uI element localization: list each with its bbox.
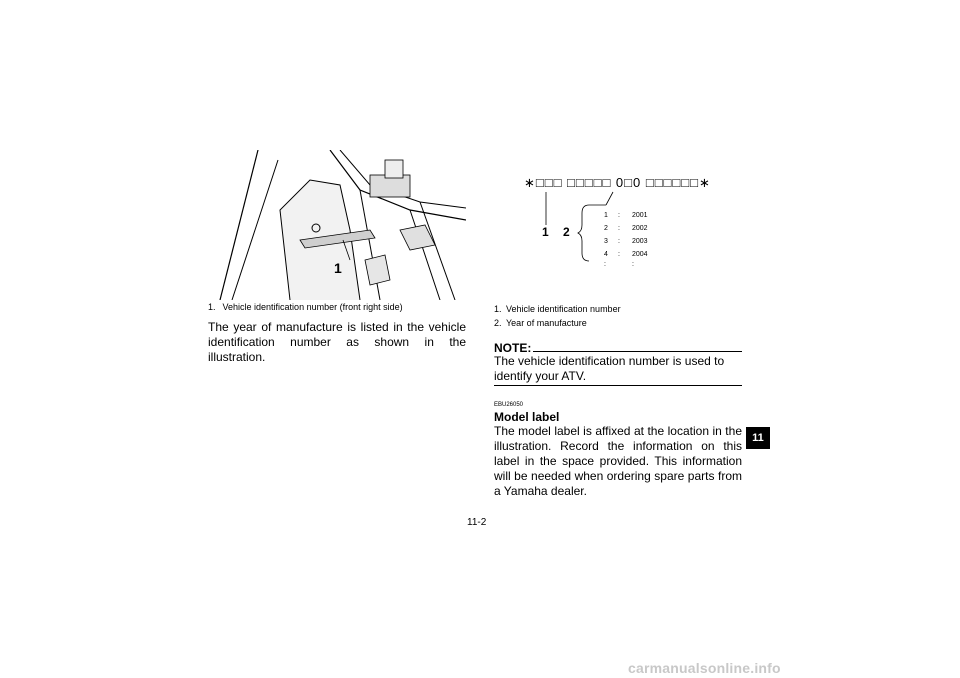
caption-item: 2. Year of manufacture xyxy=(494,318,587,328)
figure-caption-left xyxy=(208,302,403,312)
caption-text: Vehicle identification number (front right side) xyxy=(222,302,403,312)
year-row: 1 : 2001 xyxy=(604,212,648,219)
year-row-ellipsis: : : xyxy=(604,261,634,268)
vehicle-frame-illustration xyxy=(210,150,466,300)
vin-callout-1: 1 xyxy=(542,225,549,239)
section-code: EBU26050 xyxy=(494,402,524,408)
vin-callout-2: 2 xyxy=(563,225,570,239)
caption-item: 1. Vehicle identification number xyxy=(494,304,621,314)
watermark: carmanualsonline.info xyxy=(628,660,781,676)
year-row: 4 : 2004 xyxy=(604,251,648,258)
vin-figure xyxy=(494,165,744,300)
figure-callout-1: 1 xyxy=(334,260,342,276)
page-number: 11-2 xyxy=(467,517,487,528)
figure-caption-right xyxy=(494,302,621,330)
note-title: NOTE: xyxy=(494,341,532,355)
chapter-tab: 11 xyxy=(746,427,770,449)
year-code-table xyxy=(604,209,648,269)
note-rule-bottom xyxy=(494,385,742,386)
vin-pattern: ∗□□□ □□□□□ 0□0 □□□□□□∗ xyxy=(524,175,711,190)
year-row: 3 : 2003 xyxy=(604,238,648,245)
model-label-paragraph: The model label is affixed at the location in the illustration. Record the information on this label in the space provided. This information will be needed when ordering spare parts from a Yamaha dealer. xyxy=(494,424,742,498)
year-of-manufacture-paragraph: The year of manufacture is listed in the vehicle identification number as shown in the illustration. xyxy=(208,320,466,364)
year-row: 2 : 2002 xyxy=(604,225,648,232)
atv-frame-drawing xyxy=(210,150,466,300)
caption-number: 1. xyxy=(208,302,216,312)
note-text: The vehicle identification number is used to identify your ATV. xyxy=(494,354,725,383)
section-heading: Model label xyxy=(494,410,560,424)
note-rule-top xyxy=(533,351,742,352)
